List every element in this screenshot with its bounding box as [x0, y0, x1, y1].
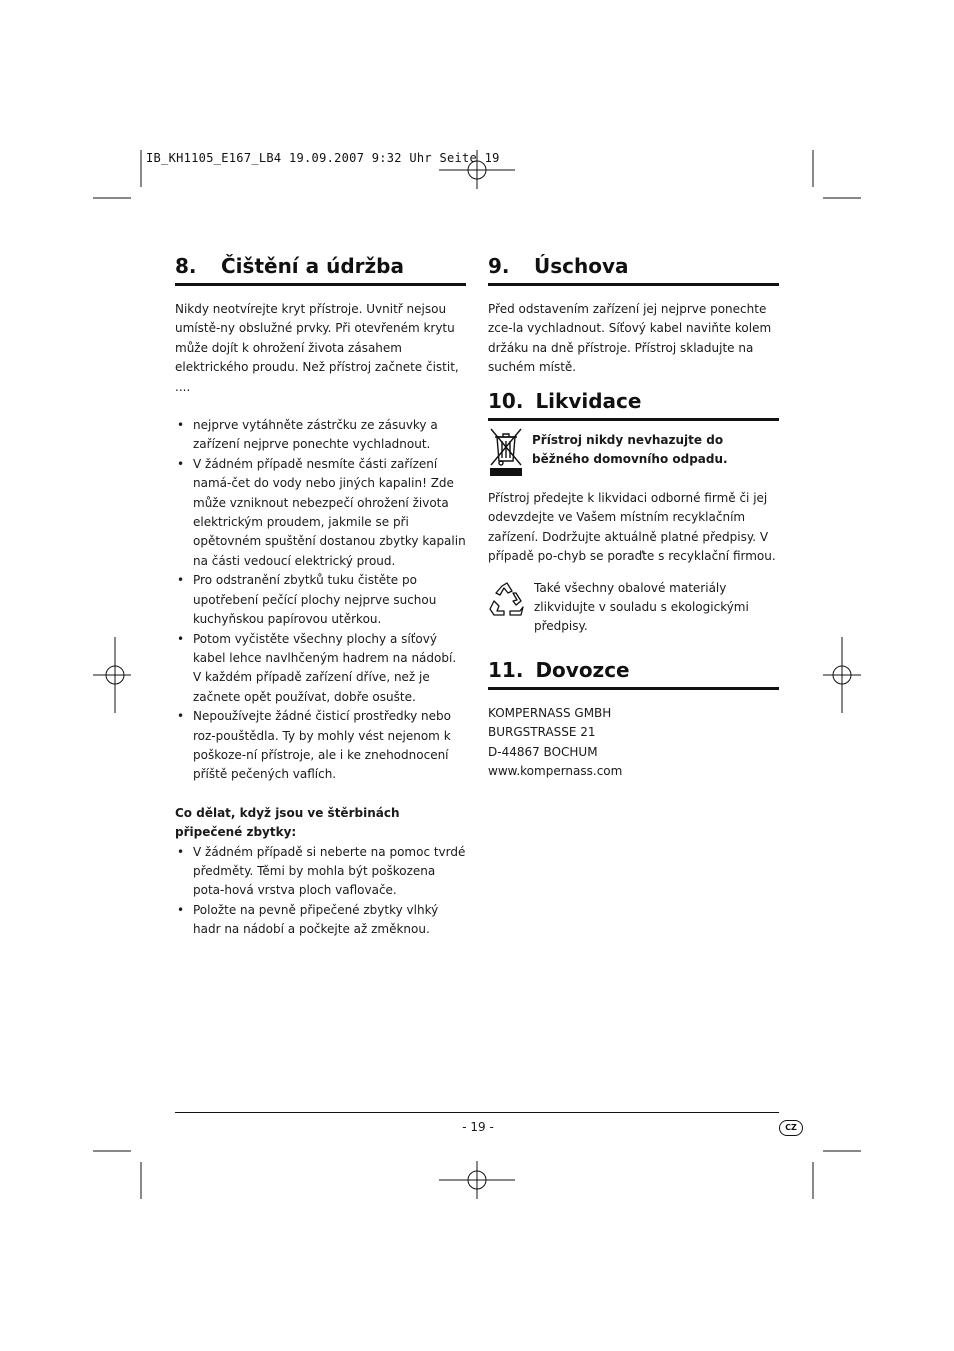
section-title: Likvidace — [535, 389, 642, 413]
page-number: - 19 - — [462, 1120, 494, 1134]
section-number: 11. — [488, 658, 524, 682]
section-heading-disposal — [488, 387, 779, 421]
recycle-icon — [488, 581, 526, 619]
crossed-out-bin-icon — [488, 427, 524, 477]
print-slug: IB_KH1105_E167_LB4 19.09.2007 9:32 Uhr Seite 19 — [146, 151, 500, 165]
language-badge: CZ — [779, 1120, 803, 1136]
footer-rule — [175, 1112, 779, 1113]
storage-section — [488, 252, 779, 378]
section-number: 10. — [488, 389, 524, 413]
cleaning-intro: Nikdy neotvírejte kryt přístroje. Uvnitř nejsou umístě-ny obslužné prvky. Při otevřeném krytu může dojít k ohrožení života zásahem elektrického proudu. Než přístroj začnete čistit, .... — [175, 302, 459, 394]
disposal-section — [488, 387, 779, 637]
registration-mark-icon — [823, 637, 861, 713]
section-heading-importer — [488, 656, 779, 690]
section-title: Dovozce — [535, 658, 630, 682]
list-item: • Položte na pevně připečené zbytky vlhký hadr na nádobí a počkejte až změknou. — [175, 901, 466, 940]
section-number: 8. — [175, 254, 197, 278]
section-heading-cleaning — [175, 252, 466, 286]
stuck-residue-subheading: Co dělat, když jsou ve štěrbinách připečené zbytky: — [175, 805, 400, 840]
list-item: • V žádném případě nesmíte části zařízení namá-čet do vody nebo jiných kapalin! Zde může vzniknout nebezpečí ohrožení života elektrickým proudem, jakmile se při opětovném spuštění dostanou zbytky kapalin na části vedoucí elektrický proud. — [175, 455, 466, 571]
stuck-residue-list — [175, 843, 466, 940]
section-title: Úschova — [534, 254, 629, 278]
section-title: Čištění a údržba — [221, 254, 404, 278]
importer-city: D-44867 BOCHUM — [488, 744, 598, 759]
list-item: • Potom vyčistěte všechny plochy a síťový kabel lehce navlhčeným hadrem na nádobí. V každém případě zařízení dříve, než je začnete opět používat, dobře osušte. — [175, 630, 466, 708]
disposal-warning-text: Přístroj nikdy nevhazujte do běžného domovního odpadu. — [532, 433, 728, 467]
list-item: • Pro odstranění zbytků tuku čistěte po upotřebení pečící plochy nejprve suchou kuchyňskou papírovou utěrkou. — [175, 571, 466, 629]
registration-mark-icon — [439, 1161, 515, 1199]
packaging-note — [488, 581, 779, 637]
importer-section — [488, 656, 779, 782]
disposal-text: Přístroj předejte k likvidaci odborné firmě či jej odevzdejte ve Vašem místním recyklačním zařízení. Dodržujte aktuálně platné předpisy. V případě po-chyb se poraďte s recyklační firmou. — [488, 491, 776, 564]
list-item: • nejprve vytáhněte zástrčku ze zásuvky a zařízení nejprve ponechte vychladnout. — [175, 416, 466, 455]
registration-mark-icon — [93, 637, 131, 713]
packaging-text: Také všechny obalové materiály zlikvidujte v souladu s ekologickými předpisy. — [534, 580, 749, 634]
disposal-warning — [488, 427, 779, 477]
importer-website: www.kompernass.com — [488, 764, 623, 779]
importer-name: KOMPERNASS GMBH — [488, 706, 612, 720]
section-heading-storage — [488, 252, 779, 286]
importer-street: BURGSTRASSE 21 — [488, 725, 596, 740]
list-item: • V žádném případě si neberte na pomoc tvrdé předměty. Těmi by mohla být poškozena pota-hová vrstva ploch vaflovače. — [175, 843, 466, 901]
list-item: • Nepoužívejte žádné čisticí prostředky nebo roz-pouštědla. Ty by mohly vést nejenom k poškoze-ní přístroje, ale i ke znehodnocení příště pečených vaflích. — [175, 707, 466, 785]
section-number: 9. — [488, 254, 510, 278]
left-column — [175, 252, 466, 940]
storage-text: Před odstavením zařízení jej nejprve ponechte zce-la vychladnout. Síťový kabel naviňte kolem držáku na dně přístroje. Přístroj skladujte na suchém místě. — [488, 302, 772, 375]
cleaning-steps-list — [175, 416, 466, 785]
